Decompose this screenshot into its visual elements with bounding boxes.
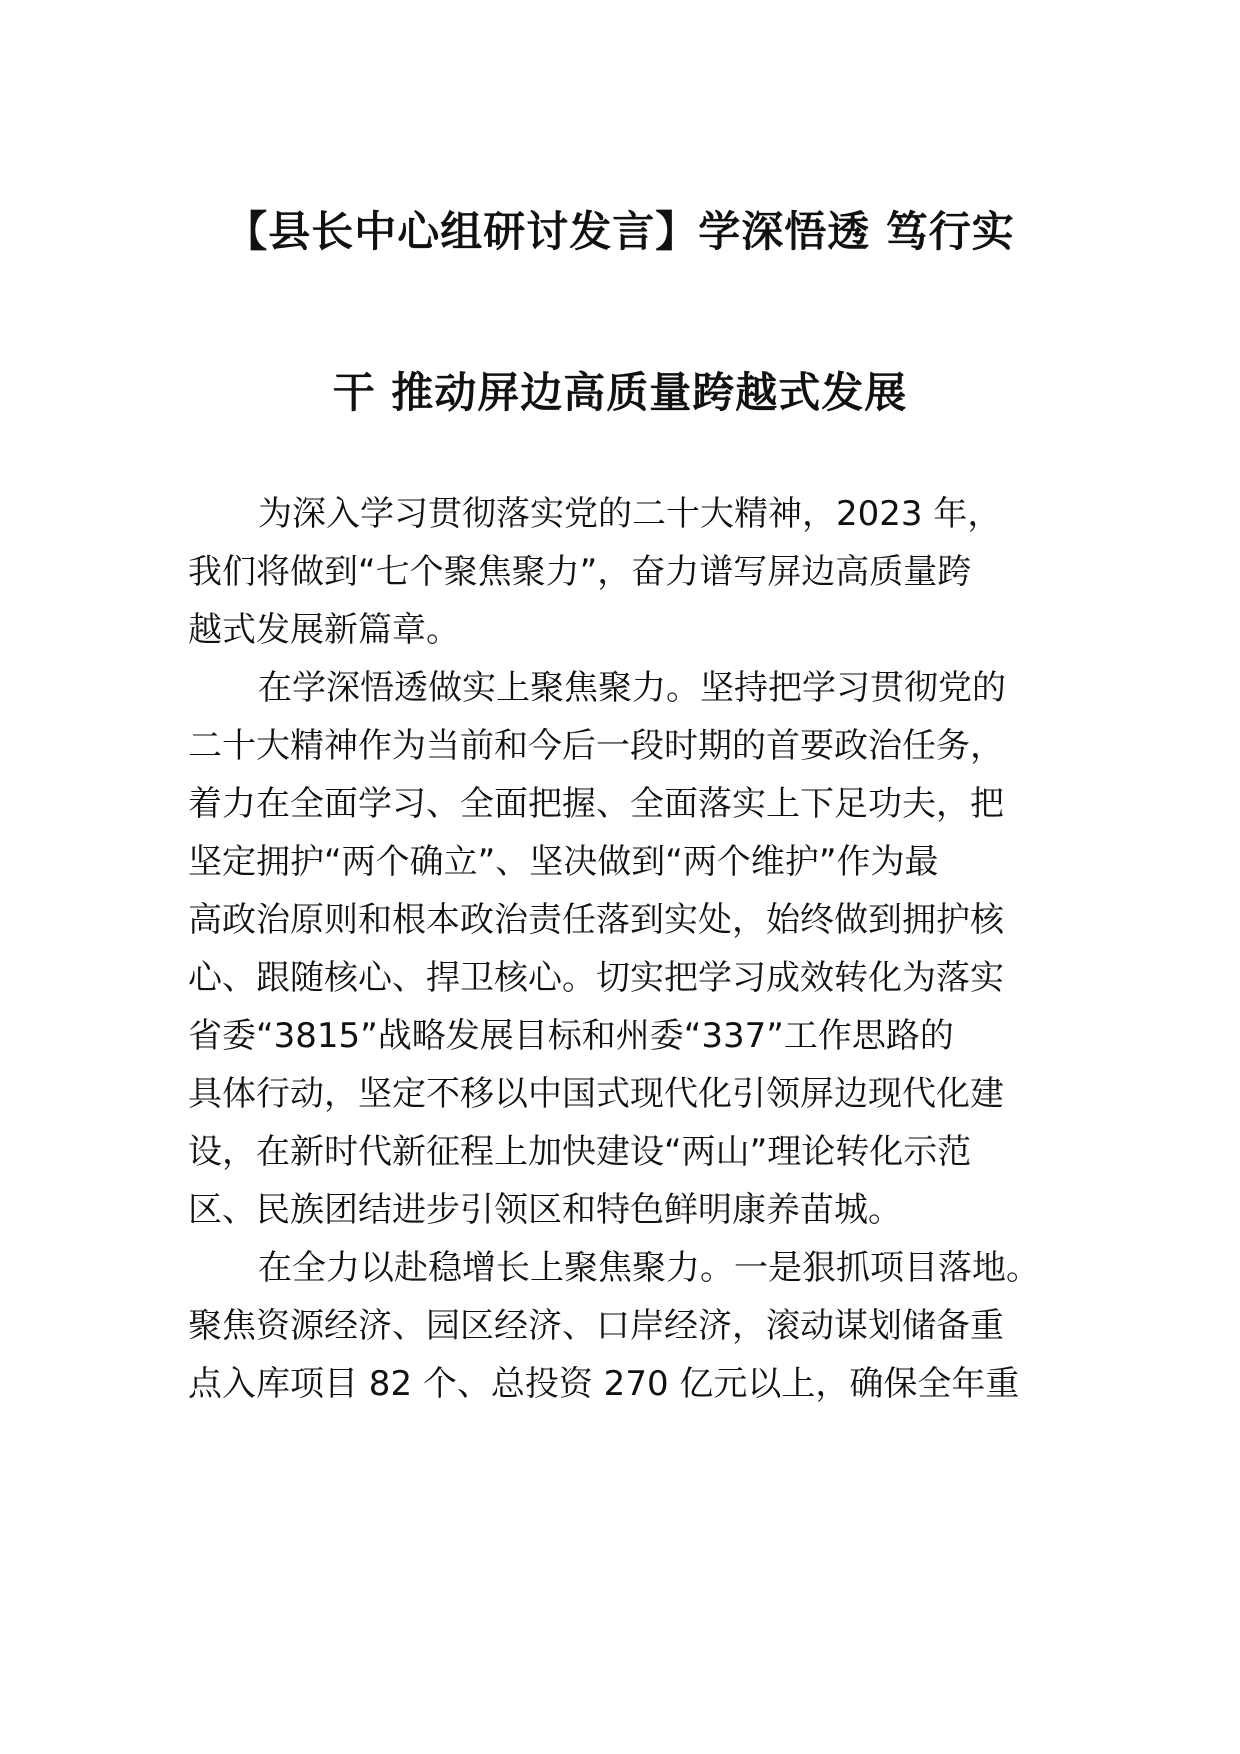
paragraph-2-line-3: 着力在全面学习、全面把握、全面落实上下足功夫，把 <box>188 784 1004 824</box>
paragraph-1-line-3: 越式发展新篇章。 <box>188 610 460 650</box>
paragraph-2-line-5: 高政治原则和根本政治责任落到实处，始终做到拥护核 <box>188 900 1004 940</box>
paragraph-2-line-10: 区、民族团结进步引领区和特色鲜明康养苗城。 <box>188 1190 902 1230</box>
paragraph-2-line-9: 设，在新时代新征程上加快建设“两山”理论转化示范 <box>188 1132 972 1172</box>
paragraph-2-line-8: 具体行动，坚定不移以中国式现代化引领屏边现代化建 <box>188 1074 1004 1114</box>
paragraph-2-line-2: 二十大精神作为当前和今后一段时期的首要政治任务， <box>188 726 1004 766</box>
paragraph-2-line-7: 省委“3815”战略发展目标和州委“337”工作思路的 <box>188 1016 954 1056</box>
paragraph-3-line-3: 点入库项目 82 个、总投资 270 亿元以上，确保全年重 <box>188 1364 1020 1404</box>
paragraph-3-line-1: 在全力以赴稳增长上聚焦聚力。一是狠抓项目落地。 <box>258 1248 1040 1288</box>
paragraph-2-line-1: 在学深悟透做实上聚焦聚力。坚持把学习贯彻党的 <box>258 668 1006 708</box>
document-title-line-1: 【县长中心组研讨发言】学深悟透 笃行实 <box>225 207 1015 256</box>
paragraph-1-line-1: 为深入学习贯彻落实党的二十大精神，2023 年， <box>258 494 1002 534</box>
paragraph-2-line-4: 坚定拥护“两个确立”、坚决做到“两个维护”作为最 <box>188 842 939 882</box>
document-title-line-2: 干 推动屏边高质量跨越式发展 <box>332 368 908 417</box>
paragraph-3-line-2: 聚焦资源经济、园区经济、口岸经济，滚动谋划储备重 <box>188 1306 1004 1346</box>
paragraph-2-line-6: 心、跟随核心、捍卫核心。切实把学习成效转化为落实 <box>188 958 1004 998</box>
paragraph-1-line-2: 我们将做到“七个聚焦聚力”，奋力谱写屏边高质量跨 <box>188 552 972 592</box>
